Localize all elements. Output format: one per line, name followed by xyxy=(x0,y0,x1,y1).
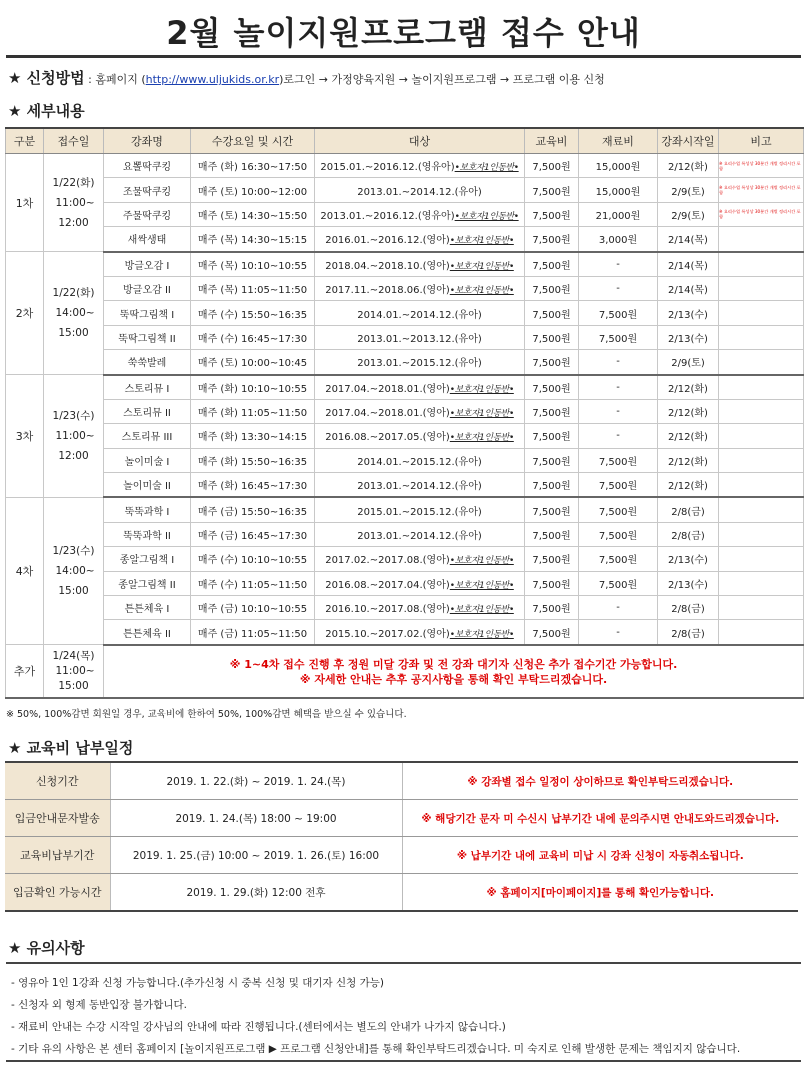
course-name: 새싹생태 xyxy=(104,227,191,252)
discount-note: ※ 50%, 100%감면 회원일 경우, 교육비에 한하여 50%, 100%감면 혜택을 받으실 수 있습니다. xyxy=(6,709,407,720)
material-fee: - xyxy=(579,620,658,645)
guardian-tag: •보호자1인동반• xyxy=(454,163,519,174)
course-schedule: 매주 (수) 10:10~10:55 xyxy=(191,547,315,571)
column-header: 대상 xyxy=(315,128,525,154)
column-header: 접수일 xyxy=(44,128,104,154)
table-row xyxy=(6,547,804,571)
target-range: 2017.11.~2018.06.(영아) xyxy=(325,285,450,297)
column-header: 강좌시작일 xyxy=(658,128,719,154)
guardian-tag: •보호자1인동반• xyxy=(449,409,514,420)
remark-cell xyxy=(719,620,804,645)
course-name: 스토리뮤 I xyxy=(104,375,191,400)
target-range: 2017.02.~2017.08.(영아) xyxy=(325,555,450,567)
payment-note: ※ 해당기간 문자 미 수신시 납부기간 내에 문의주시면 안내도와드리겠습니다. xyxy=(402,800,798,837)
column-header: 재료비 xyxy=(579,128,658,154)
reception-date-cell xyxy=(44,252,104,375)
apply-suffix: )로그인 → 가정양육지원 → 놀이지원프로그램 → 프로그램 이용 신청 xyxy=(279,73,605,86)
course-schedule: 매주 (금) 11:05~11:50 xyxy=(191,620,315,645)
course-target xyxy=(315,154,525,178)
course-name: 튼튼체육 I xyxy=(104,596,191,620)
course-target xyxy=(315,547,525,571)
course-fee: 7,500원 xyxy=(525,227,579,252)
course-target xyxy=(315,227,525,252)
detail-heading: ★ 세부내용 xyxy=(8,102,85,120)
course-schedule: 매주 (수) 16:45~17:30 xyxy=(191,325,315,349)
course-schedule: 매주 (화) 13:30~14:15 xyxy=(191,424,315,448)
table-row xyxy=(6,620,804,645)
column-header: 수강요일 및 시간 xyxy=(191,128,315,154)
material-fee: - xyxy=(579,252,658,277)
session-cell: 추가 xyxy=(6,645,44,699)
course-target xyxy=(315,448,525,472)
course-fee: 7,500원 xyxy=(525,547,579,571)
start-date: 2/13(수) xyxy=(658,571,719,595)
reception-date: 1/24(목) xyxy=(52,649,95,662)
remark-text: ※ 요리수업 특성상 30분간 개별 정리시간 포함 xyxy=(719,160,801,171)
material-fee: 7,500원 xyxy=(579,473,658,498)
course-target xyxy=(315,375,525,400)
caution-item: - 기타 유의 사항은 본 센터 홈페이지 [놀이지원프로그램 ▶ 프로그램 신청안내]를 통해 확인부탁드리겠습니다. 미 숙지로 인해 발생한 문제는 책임지지 않습니다. xyxy=(11,1043,741,1055)
remark-cell xyxy=(719,227,804,252)
material-fee: 7,500원 xyxy=(579,497,658,522)
reception-time: 14:00~ 15:00 xyxy=(55,307,95,340)
guardian-tag: •보호자1인동반• xyxy=(449,605,514,616)
table-row xyxy=(6,473,804,498)
course-name: 쑥쑥발레 xyxy=(104,350,191,375)
guardian-tag: •보호자1인동반• xyxy=(449,261,514,272)
payment-table xyxy=(5,761,798,912)
apply-prefix: : 홈페이지 ( xyxy=(88,73,146,86)
material-fee: 15,000원 xyxy=(579,154,658,178)
start-date: 2/8(금) xyxy=(658,596,719,620)
target-range: 2013.01.~2013.12.(유아) xyxy=(357,333,482,345)
remark-cell xyxy=(719,202,804,226)
target-range: 2018.04.~2018.10.(영아) xyxy=(325,260,450,272)
course-fee: 7,500원 xyxy=(525,497,579,522)
remark-cell xyxy=(719,325,804,349)
course-schedule: 매주 (목) 14:30~15:15 xyxy=(191,227,315,252)
table-row xyxy=(6,571,804,595)
guardian-tag: •보호자1인동반• xyxy=(449,629,514,640)
material-fee: 7,500원 xyxy=(579,571,658,595)
session-cell: 1차 xyxy=(6,154,44,252)
material-fee: 7,500원 xyxy=(579,325,658,349)
course-schedule: 매주 (토) 10:00~12:00 xyxy=(191,178,315,202)
column-header: 교육비 xyxy=(525,128,579,154)
reception-date-cell xyxy=(44,375,104,498)
reception-time: 11:00~ 12:00 xyxy=(55,429,95,462)
target-range: 2013.01.~2014.12.(유아) xyxy=(357,531,482,543)
table-row xyxy=(6,252,804,277)
course-fee: 7,500원 xyxy=(525,424,579,448)
target-range: 2015.01.~2016.12.(영유아) xyxy=(320,162,455,174)
start-date: 2/12(화) xyxy=(658,375,719,400)
table-row xyxy=(6,154,804,178)
reception-date-cell xyxy=(44,497,104,644)
course-schedule: 매주 (화) 10:10~10:55 xyxy=(191,375,315,400)
target-range: 2014.01.~2015.12.(유아) xyxy=(357,456,482,468)
session-cell: 4차 xyxy=(6,497,44,644)
course-target xyxy=(315,252,525,277)
homepage-link[interactable]: http://www.uljukids.or.kr xyxy=(145,73,280,86)
guardian-tag: •보호자1인동반• xyxy=(449,236,514,247)
course-name: 뚝딱그림책 II xyxy=(104,325,191,349)
start-date: 2/12(화) xyxy=(658,399,719,423)
course-schedule: 매주 (화) 11:05~11:50 xyxy=(191,399,315,423)
material-fee: - xyxy=(579,375,658,400)
table-row xyxy=(6,325,804,349)
start-date: 2/8(금) xyxy=(658,620,719,645)
course-target xyxy=(315,325,525,349)
reception-time: 11:00~ 12:00 xyxy=(55,196,95,229)
remark-cell xyxy=(719,399,804,423)
caution-item: - 재료비 안내는 수강 시작일 강사님의 안내에 따라 진행됩니다.(센터에서는 별도의 안내가 나가지 않습니다.) xyxy=(11,1021,506,1033)
course-schedule: 매주 (금) 15:50~16:35 xyxy=(191,497,315,522)
payment-note: ※ 강좌별 접수 일정이 상이하므로 확인부탁드리겠습니다. xyxy=(402,762,798,800)
table-row xyxy=(6,375,804,400)
material-fee: 21,000원 xyxy=(579,202,658,226)
target-range: 2013.01.~2014.12.(유아) xyxy=(357,481,482,493)
course-fee: 7,500원 xyxy=(525,325,579,349)
remark-cell xyxy=(719,571,804,595)
target-range: 2015.10.~2017.02.(영아) xyxy=(325,628,450,640)
reception-date: 1/22(화) xyxy=(52,176,95,189)
target-range: 2017.04.~2018.01.(영아) xyxy=(325,383,450,395)
table-row xyxy=(6,202,804,226)
title-divider xyxy=(6,55,801,58)
course-schedule: 매주 (금) 16:45~17:30 xyxy=(191,522,315,546)
reception-date: 1/23(수) xyxy=(52,409,95,422)
guardian-tag: •보호자1인동반• xyxy=(449,580,514,591)
material-fee: 7,500원 xyxy=(579,448,658,472)
course-name: 방글오감 I xyxy=(104,252,191,277)
remark-cell xyxy=(719,178,804,202)
apply-method xyxy=(8,67,605,88)
course-fee: 7,500원 xyxy=(525,350,579,375)
course-target xyxy=(315,596,525,620)
caution-heading: ★ 유의사항 xyxy=(8,939,85,957)
course-fee: 7,500원 xyxy=(525,252,579,277)
material-fee: 7,500원 xyxy=(579,522,658,546)
course-target xyxy=(315,301,525,325)
payment-row xyxy=(5,837,798,874)
target-range: 2014.01.~2014.12.(유아) xyxy=(357,309,482,321)
reception-date: 1/22(화) xyxy=(52,287,95,300)
start-date: 2/13(수) xyxy=(658,325,719,349)
target-range: 2016.10.~2017.08.(영아) xyxy=(325,604,450,616)
program-table xyxy=(5,127,804,699)
course-name: 방글오감 II xyxy=(104,276,191,300)
start-date: 2/8(금) xyxy=(658,497,719,522)
extra-notice xyxy=(104,645,804,699)
session-cell: 2차 xyxy=(6,252,44,375)
table-row xyxy=(6,448,804,472)
course-fee: 7,500원 xyxy=(525,620,579,645)
start-date: 2/12(화) xyxy=(658,473,719,498)
course-name: 스토리뮤 III xyxy=(104,424,191,448)
payment-label: 신청기간 xyxy=(5,762,110,800)
guardian-tag: •보호자1인동반• xyxy=(454,211,519,222)
session-cell: 3차 xyxy=(6,375,44,498)
payment-label: 입금확인 가능시간 xyxy=(5,874,110,912)
course-name: 뚝뚝과학 II xyxy=(104,522,191,546)
remark-cell xyxy=(719,276,804,300)
target-range: 2013.01.~2016.12.(영유아) xyxy=(320,210,455,222)
target-range: 2016.08.~2017.04.(영아) xyxy=(325,579,450,591)
remark-cell xyxy=(719,596,804,620)
payment-value: 2019. 1. 24.(목) 18:00 ~ 19:00 xyxy=(110,800,402,837)
table-row xyxy=(6,276,804,300)
reception-date: 1/23(수) xyxy=(52,545,95,558)
remark-text: ※ 요리수업 특성상 30분간 개별 정리시간 포함 xyxy=(719,185,801,196)
course-schedule: 매주 (화) 15:50~16:35 xyxy=(191,448,315,472)
payment-row xyxy=(5,762,798,800)
course-schedule: 매주 (수) 15:50~16:35 xyxy=(191,301,315,325)
apply-heading: ★ 신청방법 xyxy=(8,69,85,87)
material-fee: - xyxy=(579,424,658,448)
payment-note: ※ 납부기간 내에 교육비 미납 시 강좌 신청이 자동취소됩니다. xyxy=(402,837,798,874)
guardian-tag: •보호자1인동반• xyxy=(449,384,514,395)
table-row xyxy=(6,350,804,375)
start-date: 2/14(목) xyxy=(658,276,719,300)
course-fee: 7,500원 xyxy=(525,202,579,226)
extra-notice-line: ※ 자세한 안내는 추후 공지사항을 통해 확인 부탁드리겠습니다. xyxy=(299,672,608,686)
caution-divider xyxy=(6,962,801,964)
table-row xyxy=(6,227,804,252)
payment-row xyxy=(5,874,798,912)
course-target xyxy=(315,522,525,546)
course-schedule: 매주 (화) 16:45~17:30 xyxy=(191,473,315,498)
course-fee: 7,500원 xyxy=(525,276,579,300)
extra-notice-line: ※ 1~4차 접수 진행 후 정원 미달 강좌 및 전 강좌 대기자 신청은 추가 접수기간 가능합니다. xyxy=(229,657,678,671)
remark-cell xyxy=(719,301,804,325)
target-range: 2017.04.~2018.01.(영아) xyxy=(325,408,450,420)
start-date: 2/12(화) xyxy=(658,154,719,178)
start-date: 2/14(목) xyxy=(658,252,719,277)
extra-row xyxy=(6,645,804,699)
bottom-divider xyxy=(6,1060,801,1062)
start-date: 2/12(화) xyxy=(658,448,719,472)
target-range: 2016.08.~2017.05.(영아) xyxy=(325,432,450,444)
table-row xyxy=(6,301,804,325)
start-date: 2/9(토) xyxy=(658,350,719,375)
course-target xyxy=(315,571,525,595)
course-fee: 7,500원 xyxy=(525,473,579,498)
payment-heading: ★ 교육비 납부일정 xyxy=(8,739,134,757)
material-fee: - xyxy=(579,350,658,375)
guardian-tag: •보호자1인동반• xyxy=(449,286,514,297)
remark-cell xyxy=(719,473,804,498)
course-schedule: 매주 (토) 10:00~10:45 xyxy=(191,350,315,375)
course-target xyxy=(315,276,525,300)
course-name: 조물딱쿠킹 xyxy=(104,178,191,202)
remark-cell xyxy=(719,522,804,546)
course-schedule: 매주 (금) 10:10~10:55 xyxy=(191,596,315,620)
caution-item: - 신청자 외 형제 동반입장 불가합니다. xyxy=(11,999,187,1011)
course-target xyxy=(315,202,525,226)
start-date: 2/9(토) xyxy=(658,202,719,226)
table-row xyxy=(6,497,804,522)
table-row xyxy=(6,399,804,423)
guardian-tag: •보호자1인동반• xyxy=(449,433,514,444)
payment-row xyxy=(5,800,798,837)
course-fee: 7,500원 xyxy=(525,154,579,178)
column-header: 비고 xyxy=(719,128,804,154)
course-fee: 7,500원 xyxy=(525,522,579,546)
reception-time: 14:00~ 15:00 xyxy=(55,565,95,598)
course-target xyxy=(315,424,525,448)
remark-cell xyxy=(719,424,804,448)
course-fee: 7,500원 xyxy=(525,375,579,400)
course-fee: 7,500원 xyxy=(525,301,579,325)
course-name: 튼튼체육 II xyxy=(104,620,191,645)
table-row xyxy=(6,596,804,620)
course-name: 스토리뮤 II xyxy=(104,399,191,423)
payment-label: 입금안내문자발송 xyxy=(5,800,110,837)
course-target xyxy=(315,620,525,645)
start-date: 2/14(목) xyxy=(658,227,719,252)
course-name: 놀이미술 I xyxy=(104,448,191,472)
material-fee: - xyxy=(579,276,658,300)
reception-date-cell xyxy=(44,645,104,699)
table-row xyxy=(6,424,804,448)
course-target xyxy=(315,350,525,375)
payment-note: ※ 홈페이지[마이페이지]를 통해 확인가능합니다. xyxy=(402,874,798,912)
course-name: 주물딱쿠킹 xyxy=(104,202,191,226)
course-name: 종알그림책 I xyxy=(104,547,191,571)
course-name: 놀이미술 II xyxy=(104,473,191,498)
course-schedule: 매주 (토) 14:30~15:50 xyxy=(191,202,315,226)
start-date: 2/9(토) xyxy=(658,178,719,202)
course-fee: 7,500원 xyxy=(525,596,579,620)
remark-text: ※ 요리수업 특성상 30분간 개별 정리시간 포함 xyxy=(719,209,801,220)
remark-cell xyxy=(719,497,804,522)
payment-value: 2019. 1. 25.(금) 10:00 ~ 2019. 1. 26.(토) 16:00 xyxy=(110,837,402,874)
material-fee: 7,500원 xyxy=(579,301,658,325)
start-date: 2/8(금) xyxy=(658,522,719,546)
course-fee: 7,500원 xyxy=(525,448,579,472)
start-date: 2/13(수) xyxy=(658,301,719,325)
course-target xyxy=(315,473,525,498)
column-header: 구분 xyxy=(6,128,44,154)
course-fee: 7,500원 xyxy=(525,571,579,595)
start-date: 2/13(수) xyxy=(658,547,719,571)
remark-cell xyxy=(719,448,804,472)
material-fee: 3,000원 xyxy=(579,227,658,252)
reception-date-cell xyxy=(44,154,104,252)
course-schedule: 매주 (목) 11:05~11:50 xyxy=(191,276,315,300)
table-row xyxy=(6,178,804,202)
course-name: 종알그림책 II xyxy=(104,571,191,595)
start-date: 2/12(화) xyxy=(658,424,719,448)
payment-label: 교육비납부기간 xyxy=(5,837,110,874)
remark-cell xyxy=(719,154,804,178)
target-range: 2015.01.~2015.12.(유아) xyxy=(357,506,482,518)
payment-value: 2019. 1. 29.(화) 12:00 전후 xyxy=(110,874,402,912)
remark-cell xyxy=(719,547,804,571)
course-schedule: 매주 (목) 10:10~10:55 xyxy=(191,252,315,277)
course-name: 요뽈딱쿠킹 xyxy=(104,154,191,178)
target-range: 2013.01.~2015.12.(유아) xyxy=(357,358,482,370)
course-fee: 7,500원 xyxy=(525,178,579,202)
material-fee: 15,000원 xyxy=(579,178,658,202)
course-fee: 7,500원 xyxy=(525,399,579,423)
course-schedule: 매주 (수) 11:05~11:50 xyxy=(191,571,315,595)
payment-value: 2019. 1. 22.(화) ~ 2019. 1. 24.(목) xyxy=(110,762,402,800)
table-row xyxy=(6,522,804,546)
column-header: 강좌명 xyxy=(104,128,191,154)
remark-cell xyxy=(719,375,804,400)
course-target xyxy=(315,497,525,522)
remark-cell xyxy=(719,350,804,375)
caution-item: - 영유아 1인 1강좌 신청 가능합니다.(추가신청 시 중복 신청 및 대기자 신청 가능) xyxy=(11,977,385,989)
remark-cell xyxy=(719,252,804,277)
material-fee: - xyxy=(579,399,658,423)
material-fee: 7,500원 xyxy=(579,547,658,571)
course-schedule: 매주 (화) 16:30~17:50 xyxy=(191,154,315,178)
reception-time: 11:00~ 15:00 xyxy=(55,664,95,692)
page-title: 2월 놀이지원프로그램 접수 안내 xyxy=(166,14,641,52)
course-name: 뚝딱그림책 I xyxy=(104,301,191,325)
target-range: 2013.01.~2014.12.(유아) xyxy=(357,186,482,198)
guardian-tag: •보호자1인동반• xyxy=(449,556,514,567)
course-name: 뚝뚝과학 I xyxy=(104,497,191,522)
target-range: 2016.01.~2016.12.(영아) xyxy=(325,235,450,247)
course-target xyxy=(315,178,525,202)
material-fee: - xyxy=(579,596,658,620)
course-target xyxy=(315,399,525,423)
